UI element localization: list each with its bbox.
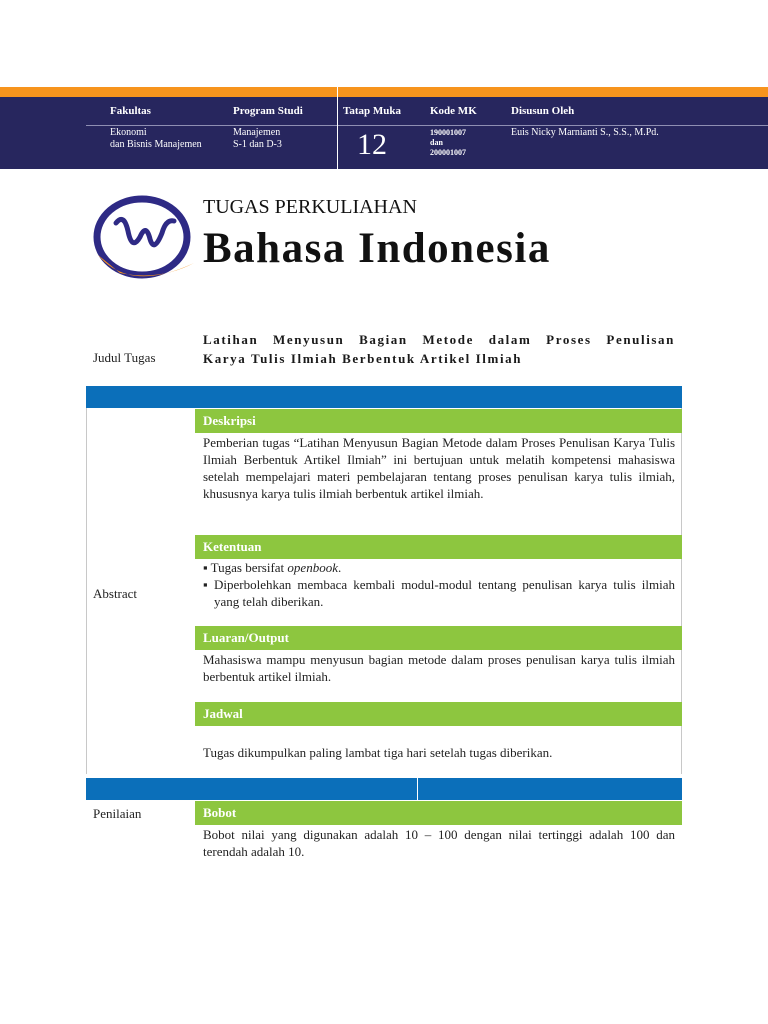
bobot-text: Bobot nilai yang digunakan adalah 10 – 100 dengan nilai tertinggi adalah 100 dan terendah adalah 10. — [203, 827, 675, 859]
bar-divider — [417, 778, 418, 800]
jadwal-header: Jadwal — [195, 702, 682, 726]
header-divider — [86, 125, 768, 126]
judul-tugas-value: Latihan Menyusun Bagian Metode dalam Proses Penulisan Karya Tulis Ilmiah Berbentuk Artikel Ilmiah — [203, 332, 675, 366]
fakultas-value: Ekonomi dan Bisnis Manajemen — [110, 127, 202, 150]
program-studi-value: Manajemen S-1 dan D-3 — [233, 127, 282, 150]
abstract-label: Abstract — [93, 586, 138, 601]
jadwal-text: Tugas dikumpulkan paling lambat tiga hari setelah tugas diberikan. — [203, 745, 553, 760]
disusun-oleh-value: Euis Nicky Marnianti S., S.S., M.Pd. — [511, 127, 659, 138]
table-left-border — [86, 408, 87, 774]
tatap-muka-value: 12 — [357, 128, 387, 161]
fakultas-label: Fakultas — [110, 105, 151, 117]
luaran-text: Mahasiswa mampu menyusun bagian metode dalam proses penulisan karya tulis ilmiah berbentuk artikel ilmiah. — [203, 652, 675, 684]
kode-mk-value: 190001007 dan 200001007 — [430, 128, 466, 157]
deskripsi-header: Deskripsi — [195, 409, 682, 433]
section-divider-bar — [86, 386, 682, 408]
kode-mk-label: Kode MK — [430, 105, 477, 117]
document-subtitle: TUGAS PERKULIAHAN — [203, 196, 417, 218]
ketentuan-header: Ketentuan — [195, 535, 682, 559]
document-title: Bahasa Indonesia — [203, 225, 551, 272]
university-logo-icon — [90, 193, 196, 289]
program-studi-label: Program Studi — [233, 105, 303, 117]
luaran-header: Luaran/Output — [195, 626, 682, 650]
header-orange-strip — [0, 87, 768, 97]
ketentuan-item: ▪ Diperbolehkan membaca kembali modul-modul tentang penulisan karya tulis ilmiah yang telah diberikan. — [203, 577, 675, 609]
header-column-divider — [337, 86, 338, 169]
deskripsi-text: Pemberian tugas “Latihan Menyusun Bagian Metode dalam Proses Penulisan Karya Tulis Ilmiah Berbentuk Artikel Ilmiah” ini bertujuan untuk melatih kompetensi mahasiswa setelah mempelajari materi pembelajaran tentang proses penulisan karya tulis ilmiah, khususnya karya tulis ilmiah berbentuk artikel ilmiah. — [203, 435, 675, 501]
disusun-oleh-label: Disusun Oleh — [511, 105, 575, 117]
ketentuan-item: ▪ Tugas bersifat openbook. — [203, 560, 342, 575]
penilaian-label: Penilaian — [93, 806, 142, 821]
bobot-header: Bobot — [195, 801, 682, 825]
section-divider-bar — [86, 778, 682, 800]
judul-tugas-label: Judul Tugas — [93, 350, 156, 365]
tatap-muka-label: Tatap Muka — [343, 105, 401, 117]
